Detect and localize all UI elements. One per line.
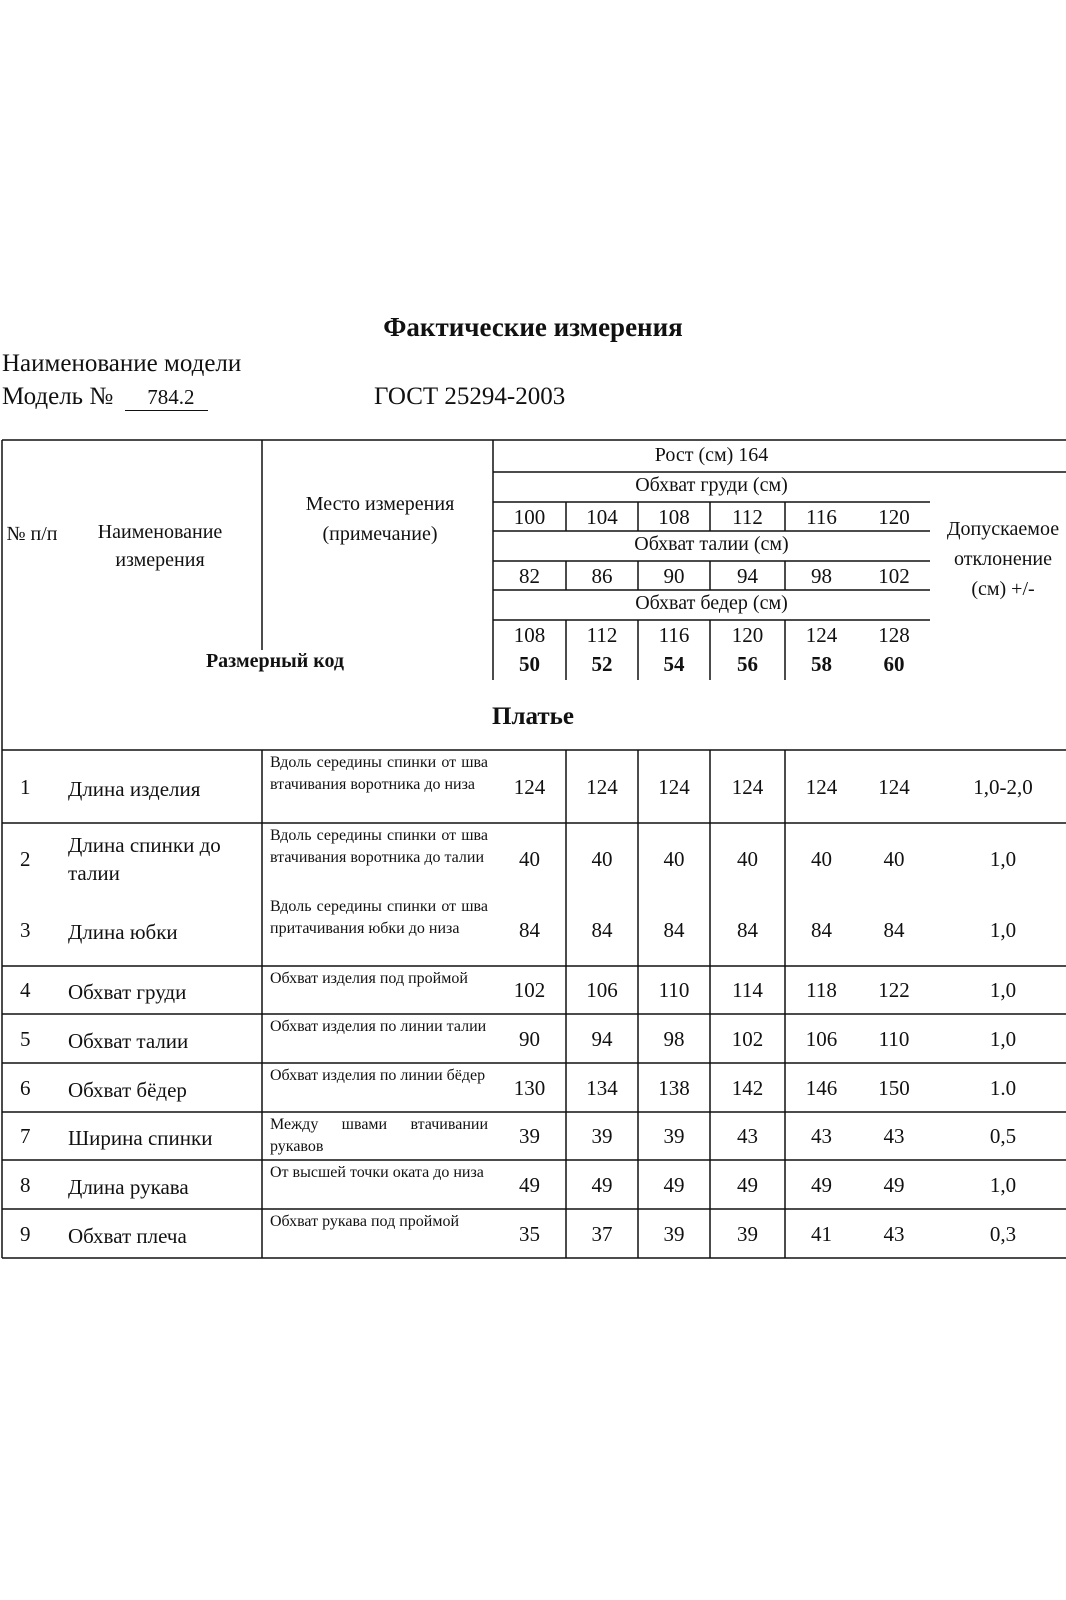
header-size-codes-value: 50: [519, 652, 540, 676]
table-row-value: 49: [519, 1172, 540, 1197]
table-row-value: 39: [591, 1124, 613, 1148]
table-row-value: 84: [663, 918, 685, 942]
header-waist-value: 94: [737, 564, 758, 588]
header-tolerance: Допускаемое отклонение (см) +/-: [946, 518, 1060, 600]
table-row-value: 39: [737, 1221, 758, 1246]
header-hips-label: Обхват бедер (см): [635, 592, 788, 614]
table-row-value: 49: [663, 1172, 685, 1197]
table-row-name: Обхват груди: [68, 980, 187, 1004]
table-row-tolerance: 1,0-2,0: [973, 774, 1033, 799]
table-row-value: 84: [737, 918, 758, 942]
table-row-number: 3: [20, 918, 31, 942]
table-row-value: 43: [737, 1124, 758, 1148]
table-row-value: 118: [806, 978, 837, 1002]
header-hips-value: 108: [513, 623, 546, 647]
header-measurement-name: Наименование измерения: [97, 521, 223, 571]
header-waist-value: 90: [663, 564, 685, 588]
table-row-number: 1: [20, 774, 31, 799]
table-row-tolerance: 0,5: [989, 1124, 1017, 1148]
header-size-codes-value: 52: [591, 652, 613, 676]
model-name-label: Наименование модели: [2, 350, 242, 377]
table-row-value: 43: [883, 1221, 905, 1246]
table-row-name: Длина юбки: [68, 920, 178, 944]
size-code-label: Размерный код: [205, 650, 345, 672]
table-row-value: 84: [519, 918, 540, 942]
table-row-value: 124: [878, 774, 910, 799]
table-row-value: 41: [811, 1221, 832, 1246]
table-row-value: 138: [658, 1075, 690, 1100]
table-row-place: Вдоль середины спинки от шва притачивания юбки до низа: [270, 898, 488, 937]
table-row-value: 39: [663, 1124, 685, 1148]
table-row-value: 124: [731, 774, 764, 799]
header-chest-value: 100: [513, 505, 546, 529]
model-number-label: Модель №: [2, 383, 114, 410]
header-hips-value: 116: [658, 623, 690, 647]
table-row-tolerance: 1,0: [989, 1026, 1017, 1051]
table-row-number: 8: [20, 1172, 31, 1197]
table-row-number: 4: [20, 978, 31, 1002]
header-chest-value: 104: [586, 505, 618, 529]
table-row-value: 40: [663, 846, 685, 871]
table-row-value: 43: [811, 1124, 832, 1148]
table-row-value: 130: [513, 1075, 546, 1100]
header-waist-value: 82: [519, 564, 540, 588]
table-row-value: 90: [519, 1026, 540, 1051]
table-row-place: Обхват изделия под проймой: [270, 970, 468, 987]
table-row-value: 40: [519, 846, 540, 871]
header-waist-value: 102: [878, 564, 910, 588]
header-chest-value: 108: [658, 505, 690, 529]
table-row-number: 2: [20, 846, 31, 871]
header-hips-value: 128: [878, 623, 910, 647]
header-hips-value: 112: [586, 623, 618, 647]
table-row-tolerance: 1,0: [989, 1172, 1017, 1197]
table-row-value: 146: [805, 1075, 838, 1100]
table-row-number: 9: [20, 1221, 31, 1246]
table-row-tolerance: 1,0: [989, 978, 1017, 1002]
table-row-value: 39: [663, 1221, 685, 1246]
table-row-tolerance: 1,0: [989, 918, 1017, 942]
table-row-number: 6: [20, 1075, 31, 1100]
model-number: 784.2: [125, 384, 208, 411]
header-waist-label: Обхват талии (см): [634, 533, 789, 555]
table-row-value: 106: [586, 978, 618, 1002]
table-row-value: 37: [591, 1221, 613, 1246]
header-size-codes-value: 56: [737, 652, 758, 676]
table-row-value: 49: [883, 1172, 905, 1197]
table-row-value: 150: [878, 1075, 910, 1100]
table-row-value: 49: [737, 1172, 758, 1197]
header-waist-value: 98: [811, 564, 832, 588]
table-row-value: 84: [811, 918, 832, 942]
section-title: Платье: [492, 703, 574, 730]
table-row-value: 102: [513, 978, 546, 1002]
table-row-value: 106: [805, 1026, 838, 1051]
table-row-name: Длина спинки до талии: [68, 833, 221, 885]
table-row-value: 98: [663, 1026, 685, 1051]
header-size-codes-value: 58: [811, 652, 832, 676]
table-row-value: 142: [731, 1075, 764, 1100]
table-row-name: Обхват бёдер: [68, 1077, 187, 1102]
table-row-value: 84: [591, 918, 613, 942]
table-row-value: 110: [878, 1026, 910, 1051]
table-row-name: Длина изделия: [68, 776, 201, 801]
table-row-place: Вдоль середины спинки от шва втачивания воротника до низа: [270, 754, 488, 793]
table-row-value: 124: [586, 774, 618, 799]
table-row-name: Обхват талии: [68, 1028, 189, 1053]
table-row-value: 94: [591, 1026, 613, 1051]
table-row-value: 49: [591, 1172, 613, 1197]
table-row-name: Длина рукава: [68, 1174, 189, 1199]
standard-label: ГОСТ 25294-2003: [374, 383, 566, 410]
table-row-name: Ширина спинки: [68, 1126, 213, 1150]
header-chest-value: 120: [878, 505, 910, 529]
header-chest-value: 116: [806, 505, 837, 529]
table-row-value: 40: [811, 846, 832, 871]
header-size-codes-value: 60: [883, 652, 905, 676]
table-row-value: 49: [811, 1172, 832, 1197]
table-row-value: 102: [731, 1026, 764, 1051]
table-row-value: 84: [883, 918, 905, 942]
table-row-value: 122: [878, 978, 910, 1002]
table-row-value: 40: [591, 846, 613, 871]
header-chest-value: 112: [732, 505, 763, 529]
page-title: Фактические измерения: [383, 312, 683, 342]
table-row-value: 124: [513, 774, 546, 799]
table-row-value: 110: [658, 978, 690, 1002]
table-row-value: 40: [737, 846, 758, 871]
table-row-place: Вдоль середины спинки от шва втачивания воротника до талии: [270, 827, 488, 866]
table-row-value: 124: [658, 774, 690, 799]
header-hips-value: 124: [805, 623, 838, 647]
header-measurement-place: Место измерения (примечание): [305, 493, 455, 545]
table-row-place: От высшей точки оката до низа: [270, 1164, 484, 1181]
table-row-tolerance: 0,3: [989, 1221, 1017, 1246]
table-row-value: 39: [519, 1124, 540, 1148]
table-row-place: Обхват изделия по линии бёдер: [270, 1067, 486, 1084]
header-size-codes-value: 54: [663, 652, 685, 676]
header-height: Рост (см) 164: [654, 444, 769, 466]
table-row-place: Обхват изделия по линии талии: [270, 1018, 487, 1035]
table-row-value: 40: [883, 846, 905, 871]
header-waist-value: 86: [591, 564, 613, 588]
table-row-value: 43: [883, 1124, 905, 1148]
table-row-tolerance: 1,0: [989, 846, 1017, 871]
table-row-value: 35: [519, 1221, 540, 1246]
header-number: № п/п: [6, 523, 58, 545]
table-row-tolerance: 1.0: [989, 1075, 1017, 1100]
table-row-name: Обхват плеча: [68, 1223, 187, 1248]
header-chest-label: Обхват груди (см): [635, 474, 788, 496]
table-row-number: 5: [20, 1026, 31, 1051]
table-row-value: 114: [732, 978, 763, 1002]
table-row-number: 7: [20, 1124, 31, 1148]
table-row-value: 124: [805, 774, 838, 799]
header-hips-value: 120: [731, 623, 764, 647]
table-row-place: Обхват рукава под проймой: [270, 1213, 460, 1230]
table-row-value: 134: [586, 1075, 618, 1100]
table-row-place: Между швами втачивании рукавов: [270, 1116, 488, 1155]
